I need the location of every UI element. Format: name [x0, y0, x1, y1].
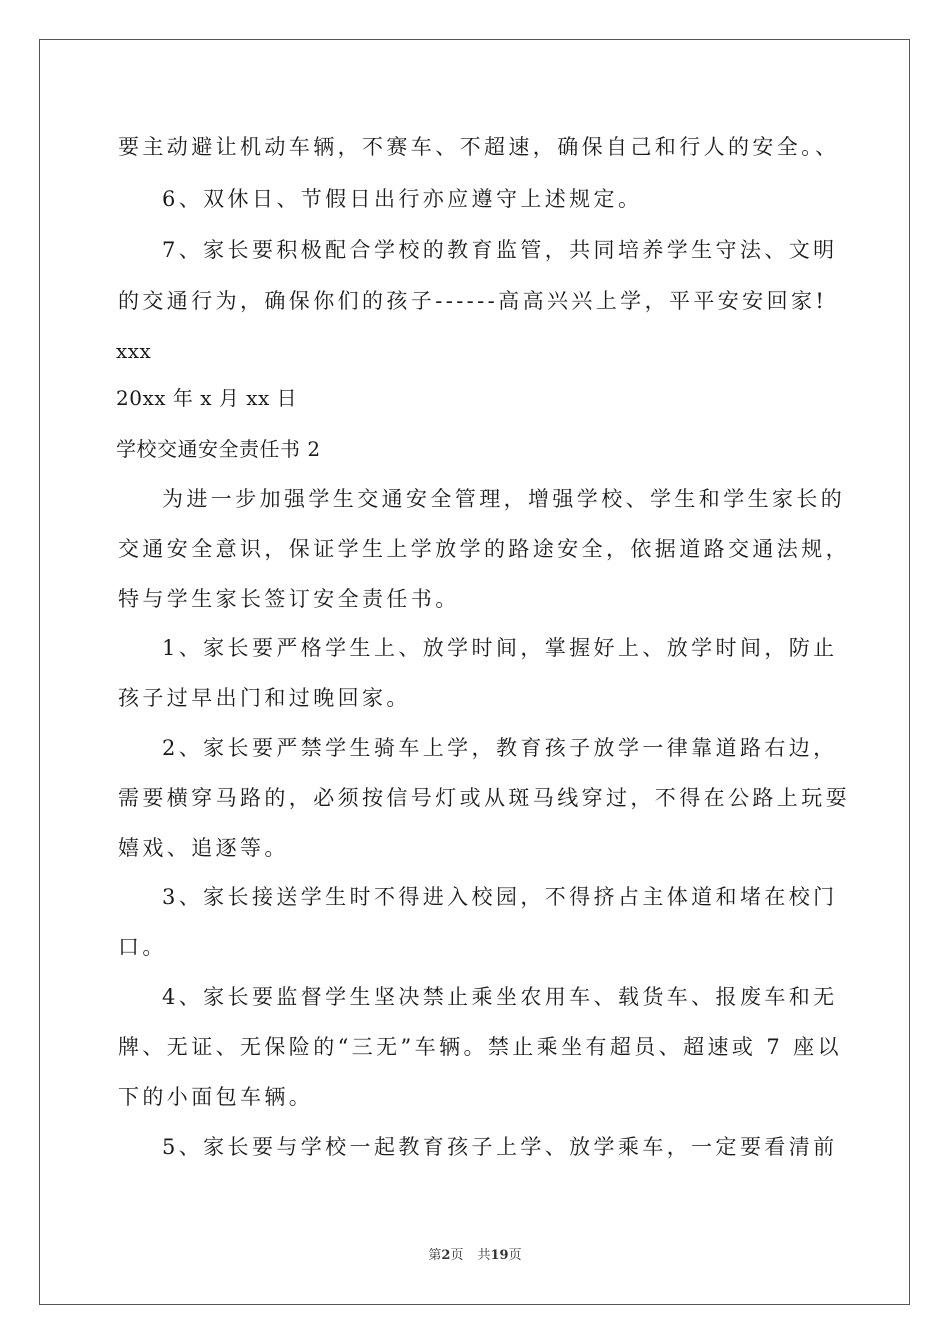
text-line: 3、家长接送学生时不得进入校园，不得挤占主体道和堵在校门 [162, 885, 838, 909]
text-line: 口。 [118, 935, 167, 959]
text-line: 6、双休日、节假日出行亦应遵守上述规定。 [162, 187, 643, 211]
text-line: 1、家长要严格学生上、放学时间，掌握好上、放学时间，防止 [162, 636, 838, 660]
text-line: 4、家长要监督学生坚决禁止乘坐农用车、载货车、报废车和无 [162, 985, 838, 1009]
section-title: 学校交通安全责任书 2 [116, 437, 321, 461]
page-current: 2 [441, 1248, 451, 1263]
text-line: 牌、无证、无保险的“三无”车辆。禁止乘坐有超员、超速或 7 座以 [118, 1035, 842, 1059]
text-line: 为进一步加强学生交通安全管理，增强学校、学生和学生家长的 [162, 487, 846, 511]
text-line: 需要横穿马路的，必须按信号灯或从斑马线穿过，不得在公路上玩耍 [118, 786, 850, 810]
total-prefix: 共 [477, 1248, 491, 1263]
text-line: 的交通行为，确保你们的孩子------高高兴兴上学，平平安安回家! [118, 289, 828, 313]
text-line: 下的小面包车辆。 [118, 1085, 314, 1109]
page-footer [0, 1244, 950, 1263]
page-prefix: 第 [428, 1248, 442, 1263]
total-unit: 页 [508, 1248, 522, 1263]
page-border [39, 39, 910, 1305]
text-line: 5、家长要与学校一起教育孩子上学、放学乘车，一定要看清前 [162, 1135, 838, 1159]
signature-name: xxx [116, 339, 152, 363]
text-line: 2、家长要严禁学生骑车上学，教育孩子放学一律靠道路右边， [162, 736, 838, 760]
text-line: 嬉戏、追逐等。 [118, 836, 289, 860]
text-line: 7、家长要积极配合学校的教育监管，共同培养学生守法、文明 [162, 238, 838, 262]
text-line: 要主动避让机动车辆，不赛车、不超速，确保自己和行人的安全。、 [118, 135, 840, 159]
page-unit: 页 [450, 1248, 464, 1263]
signature-date: 20xx 年 x 月 xx 日 [116, 386, 298, 410]
page-total: 19 [490, 1248, 509, 1263]
text-line: 特与学生家长签订安全责任书。 [118, 587, 460, 611]
text-line: 孩子过早出门和过晚回家。 [118, 686, 411, 710]
text-line: 交通安全意识，保证学生上学放学的路途安全，依据道路交通法规， [118, 537, 850, 561]
